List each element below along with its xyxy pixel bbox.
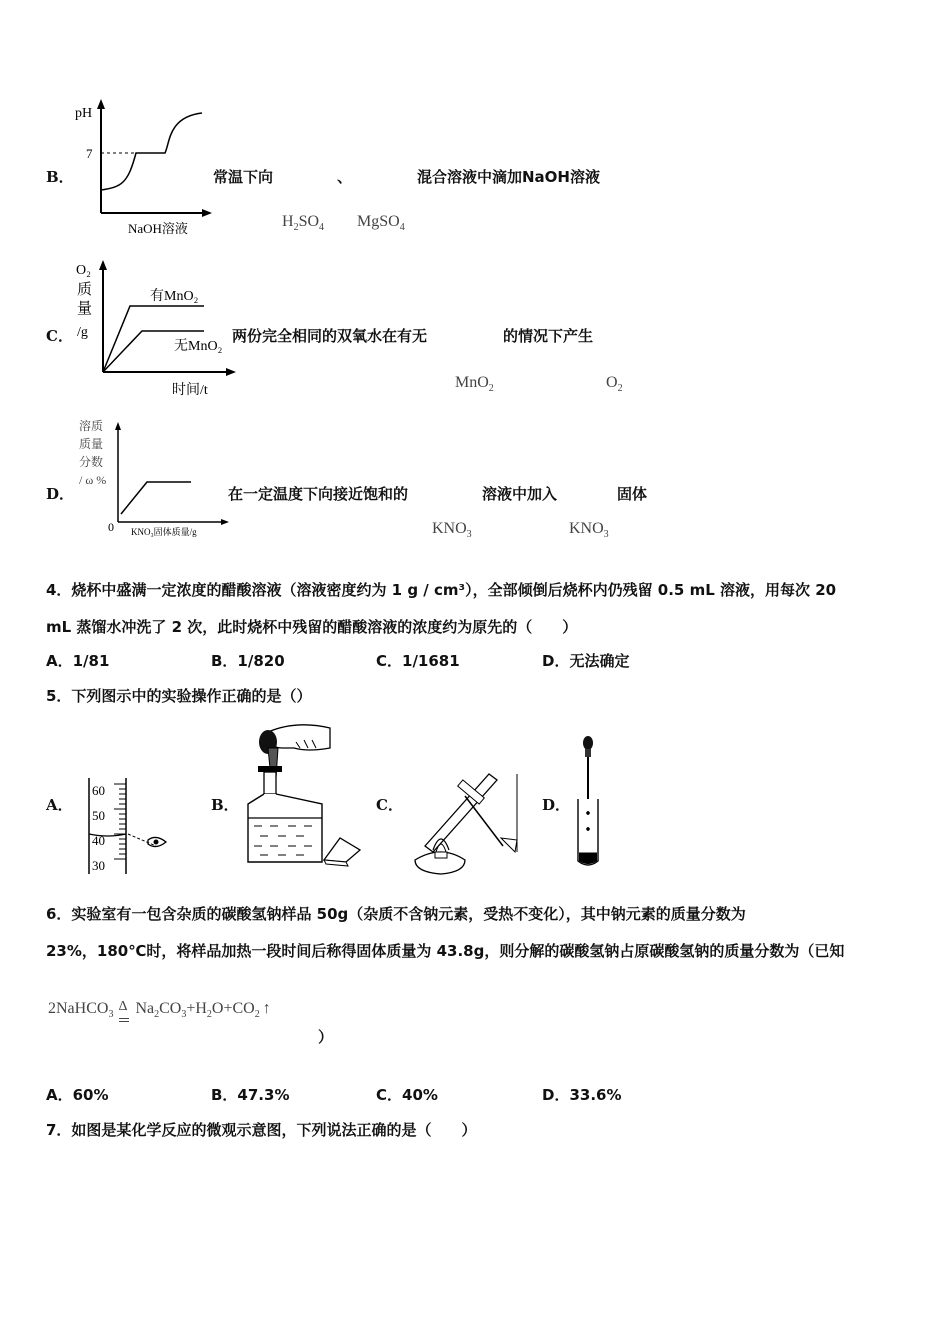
solute-origin: 0	[108, 520, 114, 534]
option-d-text-c: 固体	[617, 485, 648, 503]
eq-h-sub: 2	[206, 1009, 212, 1021]
ph-axis-label: pH	[75, 106, 93, 121]
q7-stem: 7．如图是某化学反应的微观示意图，下列说法正确的是（ ）	[46, 1121, 477, 1139]
eq-delta: Δ	[118, 999, 128, 1014]
solute-y-label-1: 溶质	[79, 419, 104, 433]
eq-left-sub: 3	[108, 1009, 114, 1021]
option-b-text-b: 混合溶液中滴加NaOH溶液	[417, 168, 600, 186]
eq-h: +H	[186, 1000, 207, 1017]
ph-tick-7: 7	[86, 146, 93, 161]
q5-stem: 5．下列图示中的实验操作正确的是（）	[46, 687, 312, 705]
q6-option-b[interactable]: B．47.3%	[211, 1086, 290, 1104]
option-d-letter: D．	[46, 485, 75, 503]
q4-option-c[interactable]: C．1/1681	[376, 652, 460, 670]
option-b-sep: 、	[337, 168, 353, 186]
formula-kno3-1: $KNO_3$	[432, 520, 472, 541]
pouring-bottle-figure	[238, 718, 368, 868]
q6-option-a[interactable]: A．60%	[46, 1086, 109, 1104]
q6-equation	[48, 1000, 271, 1020]
graduated-cylinder-figure	[84, 778, 174, 878]
cylinder-tick-30: 30	[92, 858, 105, 873]
o2-graph	[72, 258, 242, 398]
q6-option-d[interactable]: D．33.6%	[542, 1086, 622, 1104]
heating-tube-figure	[405, 768, 525, 878]
solute-y-label-3: 分数	[79, 455, 104, 469]
cylinder-tick-50: 50	[92, 808, 105, 823]
eq-left: 2NaHCO	[48, 1000, 109, 1017]
solute-x-label: KNO₃固体质量/g	[131, 527, 197, 537]
ph-x-label: NaOH溶液	[128, 221, 188, 236]
cylinder-tick-40: 40	[92, 833, 105, 848]
formula-o2: $O_2$	[606, 374, 623, 395]
formula-mgso4: MgSO$_4$	[357, 213, 405, 234]
q5-label-b[interactable]: B．	[211, 796, 239, 814]
eq-arrow: ↑	[262, 1000, 271, 1017]
o2-x-label: 时间/t	[172, 383, 208, 398]
o2-y-label-2: 质	[77, 282, 93, 298]
eq-oco-sub: 2	[254, 1009, 260, 1021]
o2-y-label-1: O₂	[76, 263, 91, 278]
eq-oco: O+CO	[211, 1000, 255, 1017]
q6-line-1: 6．实验室有一包含杂质的碳酸氢钠样品 50g（杂质不含钠元素，受热不变化），其中钠元素的质量分数为	[46, 905, 746, 923]
o2-y-label-3: 量	[77, 301, 93, 317]
q6-closing: ）	[318, 1028, 334, 1046]
o2-y-label-4: /g	[77, 325, 88, 340]
q4-line-1: 4．烧杯中盛满一定浓度的醋酸溶液（溶液密度约为 1 g / cm³），全部倾倒后烧杯内仍残留 0.5 mL 溶液，用每次 20	[46, 581, 837, 599]
option-b-text-a: 常温下向	[213, 168, 274, 186]
option-c-letter: C．	[46, 327, 73, 345]
eq-na: Na	[135, 1000, 155, 1017]
option-c-text-a: 两份完全相同的双氧水在有无	[232, 327, 428, 345]
eq-co: CO	[159, 1000, 182, 1017]
q6-line-2: 23%，180℃时，将样品加热一段时间后称得固体质量为 43.8g，则分解的碳酸氢钠占原碳酸氢钠的质量分数为（已知	[46, 942, 845, 960]
option-b-letter: B．	[46, 168, 74, 186]
o2-label-without: 无MnO₂	[174, 339, 223, 354]
option-d-text-a: 在一定温度下向接近饱和的	[228, 485, 409, 503]
solute-y-label-4: / ω %	[79, 473, 107, 487]
dropper-tube-figure	[570, 735, 610, 870]
eq-na-sub: 2	[154, 1009, 160, 1021]
q6-option-c[interactable]: C．40%	[376, 1086, 438, 1104]
formula-mno2: MnO$_2$	[455, 374, 494, 395]
q4-line-2: mL 蒸馏水冲洗了 2 次，此时烧杯中残留的醋酸溶液的浓度约为原先的（ ）	[46, 618, 578, 636]
eq-co-sub: 3	[181, 1009, 187, 1021]
solute-fraction-graph	[75, 418, 245, 548]
q5-label-c[interactable]: C．	[376, 796, 403, 814]
formula-h2so4: $H_2SO_4$	[282, 213, 325, 234]
q4-option-b[interactable]: B．1/820	[211, 652, 285, 670]
solute-y-label-2: 质量	[79, 437, 104, 451]
q5-label-a[interactable]: A．	[46, 796, 73, 814]
q5-label-d[interactable]: D．	[542, 796, 571, 814]
q4-option-a[interactable]: A．1/81	[46, 652, 110, 670]
q4-option-d[interactable]: D．无法确定	[542, 652, 630, 670]
option-c-text-b: 的情况下产生	[503, 327, 594, 345]
option-d-text-b: 溶液中加入	[482, 485, 558, 503]
ph-graph	[70, 95, 210, 235]
cylinder-tick-60: 60	[92, 783, 105, 798]
o2-label-with: 有MnO₂	[150, 289, 199, 304]
formula-kno3-2: $KNO_3$	[569, 520, 609, 541]
ph-curve	[101, 113, 202, 190]
solute-curve	[121, 482, 191, 514]
